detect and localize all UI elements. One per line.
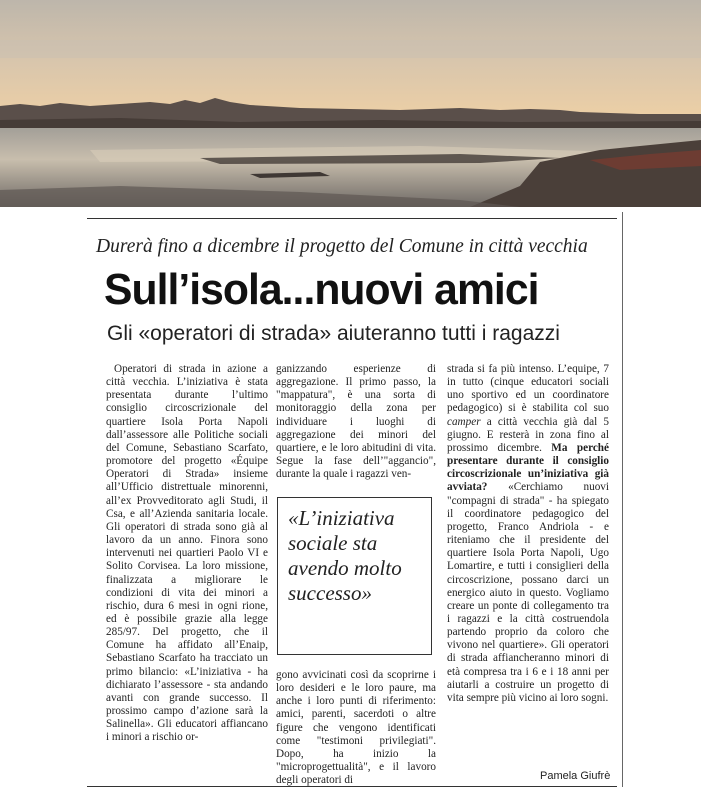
top-rule	[87, 218, 617, 219]
column-2-top-text: ganizzando esperienze di aggregazione. Il primo passo, la "mappatura", è una sorta di monitoraggio della zona per individuare i luoghi di aggregazione dei minori del quartiere, e le loro abitudini di vita. Segue la fase dell’"aggancio", durante la quale i ragazzi ven-	[276, 363, 436, 481]
harbor-photo-drawing	[0, 0, 701, 207]
column-3	[447, 363, 609, 705]
column-1	[106, 363, 268, 745]
subhead: Gli «operatori di strada» aiuteranno tutti i ragazzi	[107, 322, 560, 345]
column-2-top	[276, 363, 436, 481]
column-3-text	[447, 363, 609, 705]
column-3-part1: strada si fa più intenso. L’equipe, 7 in tutto (cinque educatori sociali uno sportivo ed un coordinatore pedagogico) si è stabilita col suo	[447, 363, 609, 415]
column-3-part3: «Cerchiamo nuovi "compagni di strada" - ha spiegato il coordinatore pedagogico del progetto, Franco Andriola - e riteniamo che il presidente del quartiere Isola Porta Napoli, Ugo Lomartire, e tutti i consiglieri della circoscrizione, possano darci un energico aiuto in questo. Vogliamo creare un ponte di collegamento tra i ragazzi e la città costruendola partendo proprio da coloro che vivono nel quartiere». Gli operatori di strada affiancheranno minori di età compresa tra i 6 e i 18 anni per aiutarli a costruire un progetto di vita sempre più vicino ai loro sogni.	[447, 481, 609, 704]
headline: Sull’isola...nuovi amici	[104, 265, 539, 314]
pullquote: «L’iniziativa sociale sta avendo molto successo»	[288, 506, 402, 605]
column-3-camper: camper	[447, 415, 481, 428]
harbor-photo	[0, 0, 701, 207]
author-byline: Pamela Giufrè	[540, 770, 611, 782]
column-3-question: Ma perché presentare durante il consiglio circoscrizionale un’iniziativa già avviata?	[447, 441, 609, 494]
column-1-text: Operatori di strada in azione a città vecchia. L’iniziativa è stata presentata durante l’ultimo consiglio circoscrizionale del quartiere Isola Porta Napoli dall’assessore alle Politiche sociali del Comune, Sebastiano Scarfato, promotore del progetto «Équipe Operatori di Strada» insieme all’Ufficio distrettuale minorenni, all’ex Provveditorato agli Studi, il Csa, e all’Azienda sanitaria locale. Gli operatori di strada sono già al lavoro da un anno. Finora sono intervenuti nei quartieri Paolo VI e Solito Corvisea. La loro missione, finalizzata a migliorare le condizioni di vita dei minori a rischio, dura 6 mesi in ogni rione, ed è possibile grazie alla legge 285/97. Del progetto, che il Comune ha affidato all’Enaip, Sebastiano Scarfato ha tracciato un primo bilancio: «L’iniziativa - ha dichiarato l’assessore - sta andando avanti con grande successo. Il prossimo campo d’azione sarà la Salinella». Gli educatori affiancano i minori a rischio or-	[106, 363, 268, 744]
column-2-bottom-text: gono avvicinati così da scoprirne i loro desideri e le loro paure, ma anche i loro punti di riferimento: amici, parenti, sacerdoti o altre figure che vengono identificati come "testimoni privilegiati". Dopo, ha inizio la "microprogettualità", e il lavoro degli operatori di	[276, 669, 436, 787]
column-2-bottom	[276, 669, 436, 787]
column-3-part2: a città vecchia già dal 5 giugno. E resterà in zona fino al prossimo dicembre.	[447, 415, 609, 454]
kicker: Durerà fino a dicembre il progetto del Comune in città vecchia	[96, 236, 588, 257]
right-rule	[622, 212, 623, 787]
